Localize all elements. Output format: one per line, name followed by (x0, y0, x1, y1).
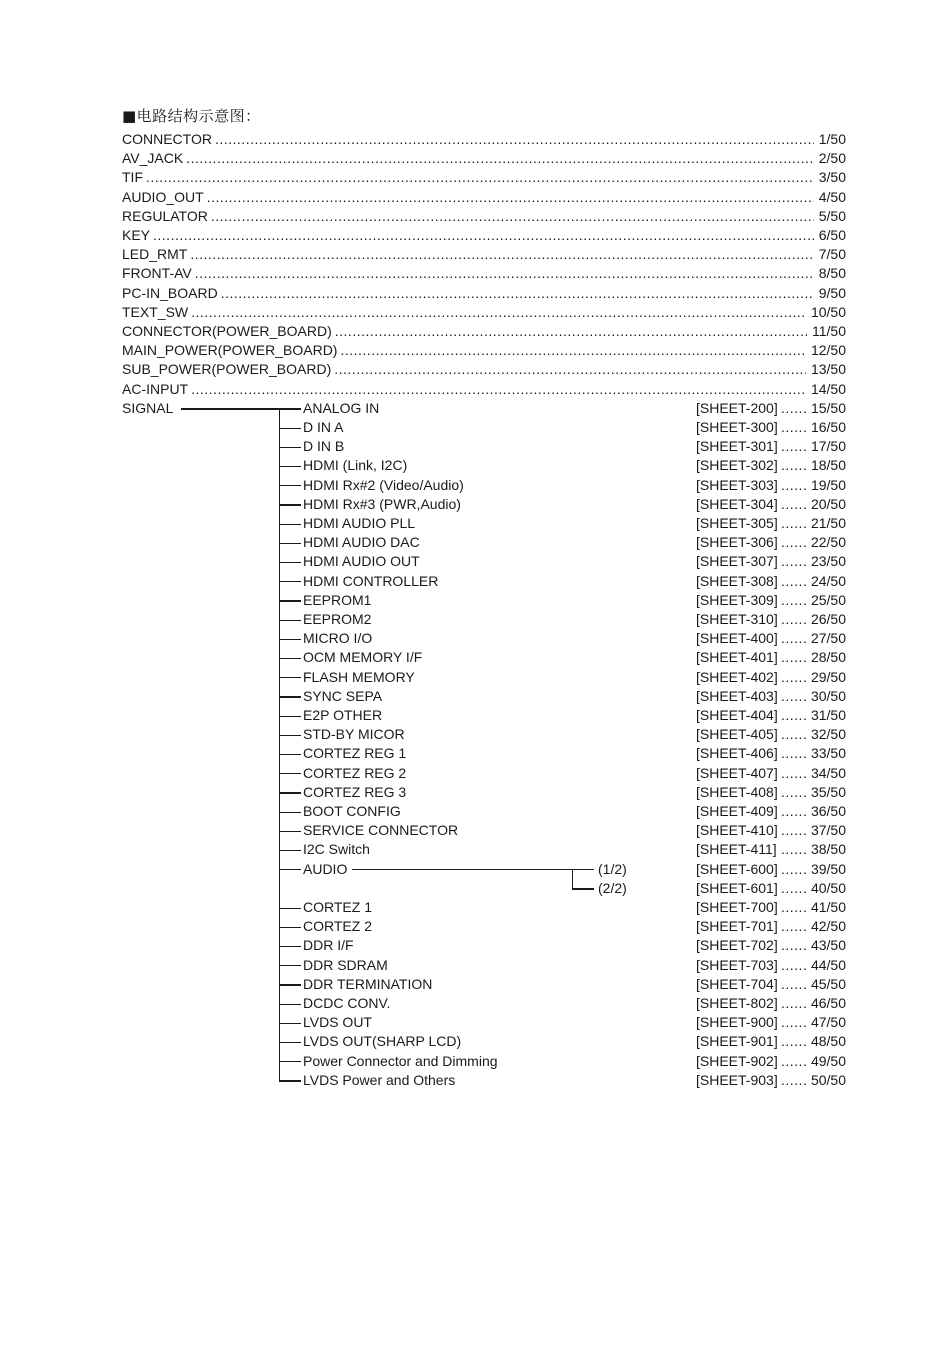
signal-item-label: OCM MEMORY I/F (303, 649, 423, 666)
page-number: 22/50 (810, 534, 846, 551)
sheet-reference: [SHEET-307] (696, 553, 778, 570)
signal-item-label: D IN A (303, 419, 344, 435)
page-number: 31/50 (810, 707, 846, 723)
page-number: 27/50 (810, 630, 846, 647)
sheet-reference: [SHEET-406] (696, 745, 778, 762)
page-number: 45/50 (810, 975, 846, 992)
sheet-reference: [SHEET-902] (696, 1052, 778, 1069)
signal-item-label: DDR TERMINATION (303, 975, 433, 992)
page-number: 37/50 (810, 822, 846, 839)
toc-label: AC-INPUT (122, 380, 189, 397)
signal-item-label: SERVICE CONNECTOR (303, 822, 459, 839)
page-number: 34/50 (810, 764, 846, 781)
dot-leader: ...... (781, 822, 808, 839)
tree-branch-line (279, 869, 301, 870)
dot-leader (340, 341, 805, 360)
dot-leader (334, 360, 806, 379)
toc-row (122, 168, 846, 187)
dot-leader: ...... (781, 899, 808, 915)
page-number: 36/50 (810, 803, 846, 819)
dot-leader (190, 245, 813, 264)
sheet-reference: [SHEET-901] (696, 1033, 778, 1050)
dot-leader (146, 168, 814, 187)
audio-sub-label: (2/2) (598, 879, 627, 896)
dot-leader (191, 303, 806, 322)
sheet-reference: [SHEET-407] (696, 764, 778, 781)
dot-leader (191, 380, 806, 399)
dot-leader (195, 264, 814, 283)
sheet-reference: [SHEET-404] (696, 707, 778, 723)
signal-item-label: HDMI AUDIO DAC (303, 534, 420, 551)
toc-row (122, 380, 846, 399)
tree-branch-line (279, 620, 301, 621)
page-number: 44/50 (810, 956, 846, 973)
sheet-reference: [SHEET-401] (696, 649, 778, 666)
toc-page-number: 10/50 (810, 303, 846, 320)
dot-leader: ...... (781, 841, 808, 858)
signal-item-label: E2P OTHER (303, 707, 383, 723)
page-number: 19/50 (810, 476, 846, 493)
toc-label: PC-IN_BOARD (122, 284, 218, 301)
signal-item-label: SYNC SEPA (303, 687, 383, 704)
dot-leader: ...... (781, 399, 808, 416)
page-heading: ■电路结构示意图： (122, 107, 261, 125)
tree-branch-line (279, 562, 301, 563)
sheet-reference: [SHEET-303] (696, 476, 778, 493)
audio-sub-line (572, 888, 594, 889)
tree-branch-line (279, 773, 301, 774)
tree-branch-line (279, 792, 301, 793)
page-number: 49/50 (810, 1052, 846, 1069)
audio-sub-label: (1/2) (598, 860, 627, 877)
toc-page-number: 14/50 (810, 380, 846, 397)
toc-page-number: 3/50 (818, 169, 846, 186)
toc-page-number: 13/50 (810, 361, 846, 378)
sheet-reference: [SHEET-300] (696, 419, 778, 435)
page-number: 28/50 (810, 649, 846, 666)
signal-item-label: MICRO I/O (303, 630, 373, 647)
sheet-reference: [SHEET-309] (696, 591, 778, 608)
tree-trunk-line (279, 408, 280, 1080)
dot-leader: ...... (781, 668, 808, 685)
tree-branch-line (279, 658, 301, 659)
dot-leader: ...... (781, 630, 808, 647)
toc-label: REGULATOR (122, 207, 208, 224)
sheet-reference: [SHEET-410] (696, 822, 778, 839)
sheet-reference: [SHEET-400] (696, 630, 778, 647)
sheet-reference: [SHEET-701] (696, 918, 778, 935)
dot-leader (153, 226, 814, 245)
toc-page-number: 5/50 (818, 207, 846, 224)
dot-leader: ...... (781, 419, 808, 435)
page-number: 20/50 (810, 495, 846, 512)
dot-leader: ...... (781, 611, 808, 627)
tree-branch-line (279, 1061, 301, 1062)
tree-branch-line (279, 812, 301, 813)
sheet-reference: [SHEET-304] (696, 495, 778, 512)
page-number: 15/50 (810, 399, 846, 416)
signal-item-label: ANALOG IN (303, 399, 380, 416)
dot-leader: ...... (781, 534, 808, 551)
toc-row (122, 322, 846, 341)
signal-item-label: HDMI AUDIO PLL (303, 515, 416, 531)
signal-item-label: LVDS Power and Others (303, 1071, 456, 1088)
signal-item-label: HDMI AUDIO OUT (303, 553, 420, 570)
toc-label: FRONT-AV (122, 265, 192, 282)
sheet-reference: [SHEET-903] (696, 1071, 778, 1088)
dot-leader (221, 284, 814, 303)
dot-leader: ...... (781, 438, 808, 455)
signal-item-label: CORTEZ REG 1 (303, 745, 407, 762)
sheet-reference: [SHEET-308] (696, 572, 778, 589)
page-number: 33/50 (810, 745, 846, 762)
sheet-reference: [SHEET-305] (696, 515, 778, 531)
sheet-reference: [SHEET-600] (696, 860, 778, 877)
tree-branch-line (279, 1080, 301, 1081)
toc-label: CONNECTOR(POWER_BOARD) (122, 323, 332, 339)
signal-root-label: SIGNAL (122, 399, 174, 416)
toc-row (122, 207, 846, 226)
dot-leader: ...... (781, 1071, 808, 1088)
signal-item-label: BOOT CONFIG (303, 803, 401, 819)
toc-row (122, 188, 846, 207)
signal-item-label: LVDS OUT(SHARP LCD) (303, 1033, 462, 1050)
sheet-reference: [SHEET-405] (696, 726, 778, 743)
sheet-reference: [SHEET-704] (696, 975, 778, 992)
page-number: 18/50 (810, 457, 846, 474)
sheet-reference: [SHEET-403] (696, 687, 778, 704)
dot-leader (207, 188, 814, 207)
dot-leader (335, 322, 807, 341)
dot-leader: ...... (781, 764, 808, 781)
dot-leader: ...... (781, 803, 808, 819)
page-number: 35/50 (810, 783, 846, 800)
tree-branch-line (279, 428, 301, 429)
dot-leader: ...... (781, 687, 808, 704)
signal-item-label: AUDIO (303, 860, 348, 877)
audio-branch-line (352, 869, 594, 870)
sheet-reference: [SHEET-702] (696, 937, 778, 954)
tree-branch-line (279, 543, 301, 544)
sheet-reference: [SHEET-301] (696, 438, 778, 455)
sheet-reference: [SHEET-703] (696, 956, 778, 973)
dot-leader: ...... (781, 745, 808, 762)
dot-leader: ...... (781, 591, 808, 608)
dot-leader: ...... (781, 1052, 808, 1069)
dot-leader: ...... (781, 995, 808, 1011)
page-number: 25/50 (810, 591, 846, 608)
dot-leader: ...... (781, 918, 808, 935)
sheet-reference: [SHEET-200] (696, 399, 778, 416)
tree-branch-line (279, 850, 301, 851)
tree-branch-line (279, 600, 301, 601)
sheet-reference: [SHEET-306] (696, 534, 778, 551)
toc-label: SUB_POWER(POWER_BOARD) (122, 361, 332, 378)
toc-row (122, 284, 846, 303)
toc-row (122, 360, 846, 379)
signal-item-label: EEPROM2 (303, 611, 372, 627)
page-number: 41/50 (810, 899, 846, 915)
tree-root-line (181, 408, 279, 409)
toc-label: MAIN_POWER(POWER_BOARD) (122, 342, 338, 359)
signal-item-label: I2C Switch (303, 841, 370, 858)
signal-item-label: DDR SDRAM (303, 956, 388, 973)
page-number: 46/50 (810, 995, 846, 1011)
sheet-reference: [SHEET-409] (696, 803, 778, 819)
signal-item-label: HDMI Rx#3 (PWR,Audio) (303, 495, 461, 512)
dot-leader: ...... (781, 457, 808, 474)
sheet-reference: [SHEET-402] (696, 668, 778, 685)
dot-leader: ...... (781, 726, 808, 743)
dot-leader: ...... (781, 1014, 808, 1031)
signal-item-label: Power Connector and Dimming (303, 1052, 498, 1069)
signal-item-label: EEPROM1 (303, 591, 372, 608)
toc-page-number: 4/50 (818, 188, 846, 205)
dot-leader: ...... (781, 707, 808, 723)
tree-branch-line (279, 908, 301, 909)
page-number: 30/50 (810, 687, 846, 704)
page-number: 47/50 (810, 1014, 846, 1031)
tree-branch-line (279, 927, 301, 928)
page-number: 24/50 (810, 572, 846, 589)
toc-row (122, 341, 846, 360)
signal-item-label: DCDC CONV. (303, 995, 391, 1011)
page-number: 21/50 (810, 515, 846, 531)
signal-item-label: CORTEZ 2 (303, 918, 372, 935)
tree-branch-line (279, 581, 301, 582)
tree-branch-line (279, 447, 301, 448)
page-number: 16/50 (810, 419, 846, 435)
tree-branch-line (279, 466, 301, 467)
dot-leader (186, 149, 814, 168)
toc-row (122, 130, 846, 149)
signal-item-label: CORTEZ REG 3 (303, 783, 407, 800)
page-number: 23/50 (810, 553, 846, 570)
signal-item-label: CORTEZ 1 (303, 899, 372, 915)
tree-branch-line (279, 1023, 301, 1024)
signal-item-label: D IN B (303, 438, 345, 455)
sheet-reference: [SHEET-302] (696, 457, 778, 474)
signal-item-label: HDMI CONTROLLER (303, 572, 439, 589)
page-number: 26/50 (810, 611, 846, 627)
dot-leader: ...... (781, 476, 808, 493)
page-number: 50/50 (810, 1071, 846, 1088)
dot-leader: ...... (781, 879, 808, 896)
tree-branch-line (279, 735, 301, 736)
toc-page-number: 1/50 (818, 131, 846, 147)
sheet-reference: [SHEET-802] (696, 995, 778, 1011)
tree-branch-line (279, 754, 301, 755)
dot-leader: ...... (781, 649, 808, 666)
toc-page-number: 2/50 (818, 150, 846, 167)
toc-page-number: 8/50 (818, 265, 846, 282)
page-number: 48/50 (810, 1033, 846, 1050)
tree-branch-line (279, 1004, 301, 1005)
toc-page-number: 6/50 (818, 227, 846, 243)
sheet-reference: [SHEET-700] (696, 899, 778, 915)
dot-leader: ...... (781, 495, 808, 512)
dot-leader: ...... (781, 572, 808, 589)
signal-item-label: STD-BY MICOR (303, 726, 405, 743)
toc-label: KEY (122, 227, 151, 243)
toc-label: AV_JACK (122, 150, 184, 167)
toc-label: TIF (122, 169, 143, 186)
toc-row (122, 149, 846, 168)
dot-leader: ...... (781, 860, 808, 877)
tree-branch-line (279, 965, 301, 966)
toc-row (122, 264, 846, 283)
tree-branch-line (279, 696, 301, 697)
tree-branch-line (279, 408, 301, 409)
toc-page-number: 7/50 (818, 246, 846, 263)
page-number: 32/50 (810, 726, 846, 743)
page-number: 29/50 (810, 668, 846, 685)
toc-label: CONNECTOR (122, 131, 212, 147)
dot-leader: ...... (781, 515, 808, 531)
toc-label: LED_RMT (122, 246, 188, 263)
toc-page-number: 9/50 (818, 284, 846, 301)
page-number: 43/50 (810, 937, 846, 954)
tree-branch-line (279, 984, 301, 985)
sheet-reference: [SHEET-408] (696, 783, 778, 800)
dot-leader: ...... (781, 937, 808, 954)
tree-branch-line (279, 485, 301, 486)
dot-leader: ...... (781, 975, 808, 992)
tree-branch-line (279, 639, 301, 640)
tree-branch-line (279, 1042, 301, 1043)
tree-branch-line (279, 716, 301, 717)
page-number: 40/50 (810, 879, 846, 896)
signal-item-label: DDR I/F (303, 937, 354, 954)
signal-item-label: LVDS OUT (303, 1014, 372, 1031)
tree-branch-line (279, 504, 301, 505)
page-number: 17/50 (810, 438, 846, 455)
page-number: 42/50 (810, 918, 846, 935)
sheet-reference: [SHEET-310] (696, 611, 778, 627)
page-number: 39/50 (810, 860, 846, 877)
sheet-reference: [SHEET-900] (696, 1014, 778, 1031)
dot-leader: ...... (781, 1033, 808, 1050)
signal-item-label: HDMI Rx#2 (Video/Audio) (303, 476, 464, 493)
toc-page-number: 12/50 (810, 342, 846, 359)
sheet-reference: [SHEET-411] (696, 841, 777, 858)
signal-item-label: HDMI (Link, I2C) (303, 457, 408, 474)
toc-page-number: 11/50 (812, 323, 846, 339)
tree-branch-line (279, 677, 301, 678)
toc-label: TEXT_SW (122, 303, 189, 320)
signal-item-label: CORTEZ REG 2 (303, 764, 407, 781)
toc-row (122, 245, 846, 264)
toc-row (122, 303, 846, 322)
tree-branch-line (279, 946, 301, 947)
tree-branch-line (279, 831, 301, 832)
page-number: 38/50 (810, 841, 846, 858)
tree-branch-line (279, 524, 301, 525)
toc-label: AUDIO_OUT (122, 188, 204, 205)
sheet-reference: [SHEET-601] (696, 879, 778, 896)
audio-split-line (572, 869, 573, 888)
signal-item-label: FLASH MEMORY (303, 668, 415, 685)
dot-leader: ...... (781, 553, 808, 570)
dot-leader: ...... (781, 956, 808, 973)
dot-leader (215, 130, 814, 149)
dot-leader: ...... (781, 783, 808, 800)
toc-row (122, 226, 846, 245)
dot-leader (211, 207, 814, 226)
